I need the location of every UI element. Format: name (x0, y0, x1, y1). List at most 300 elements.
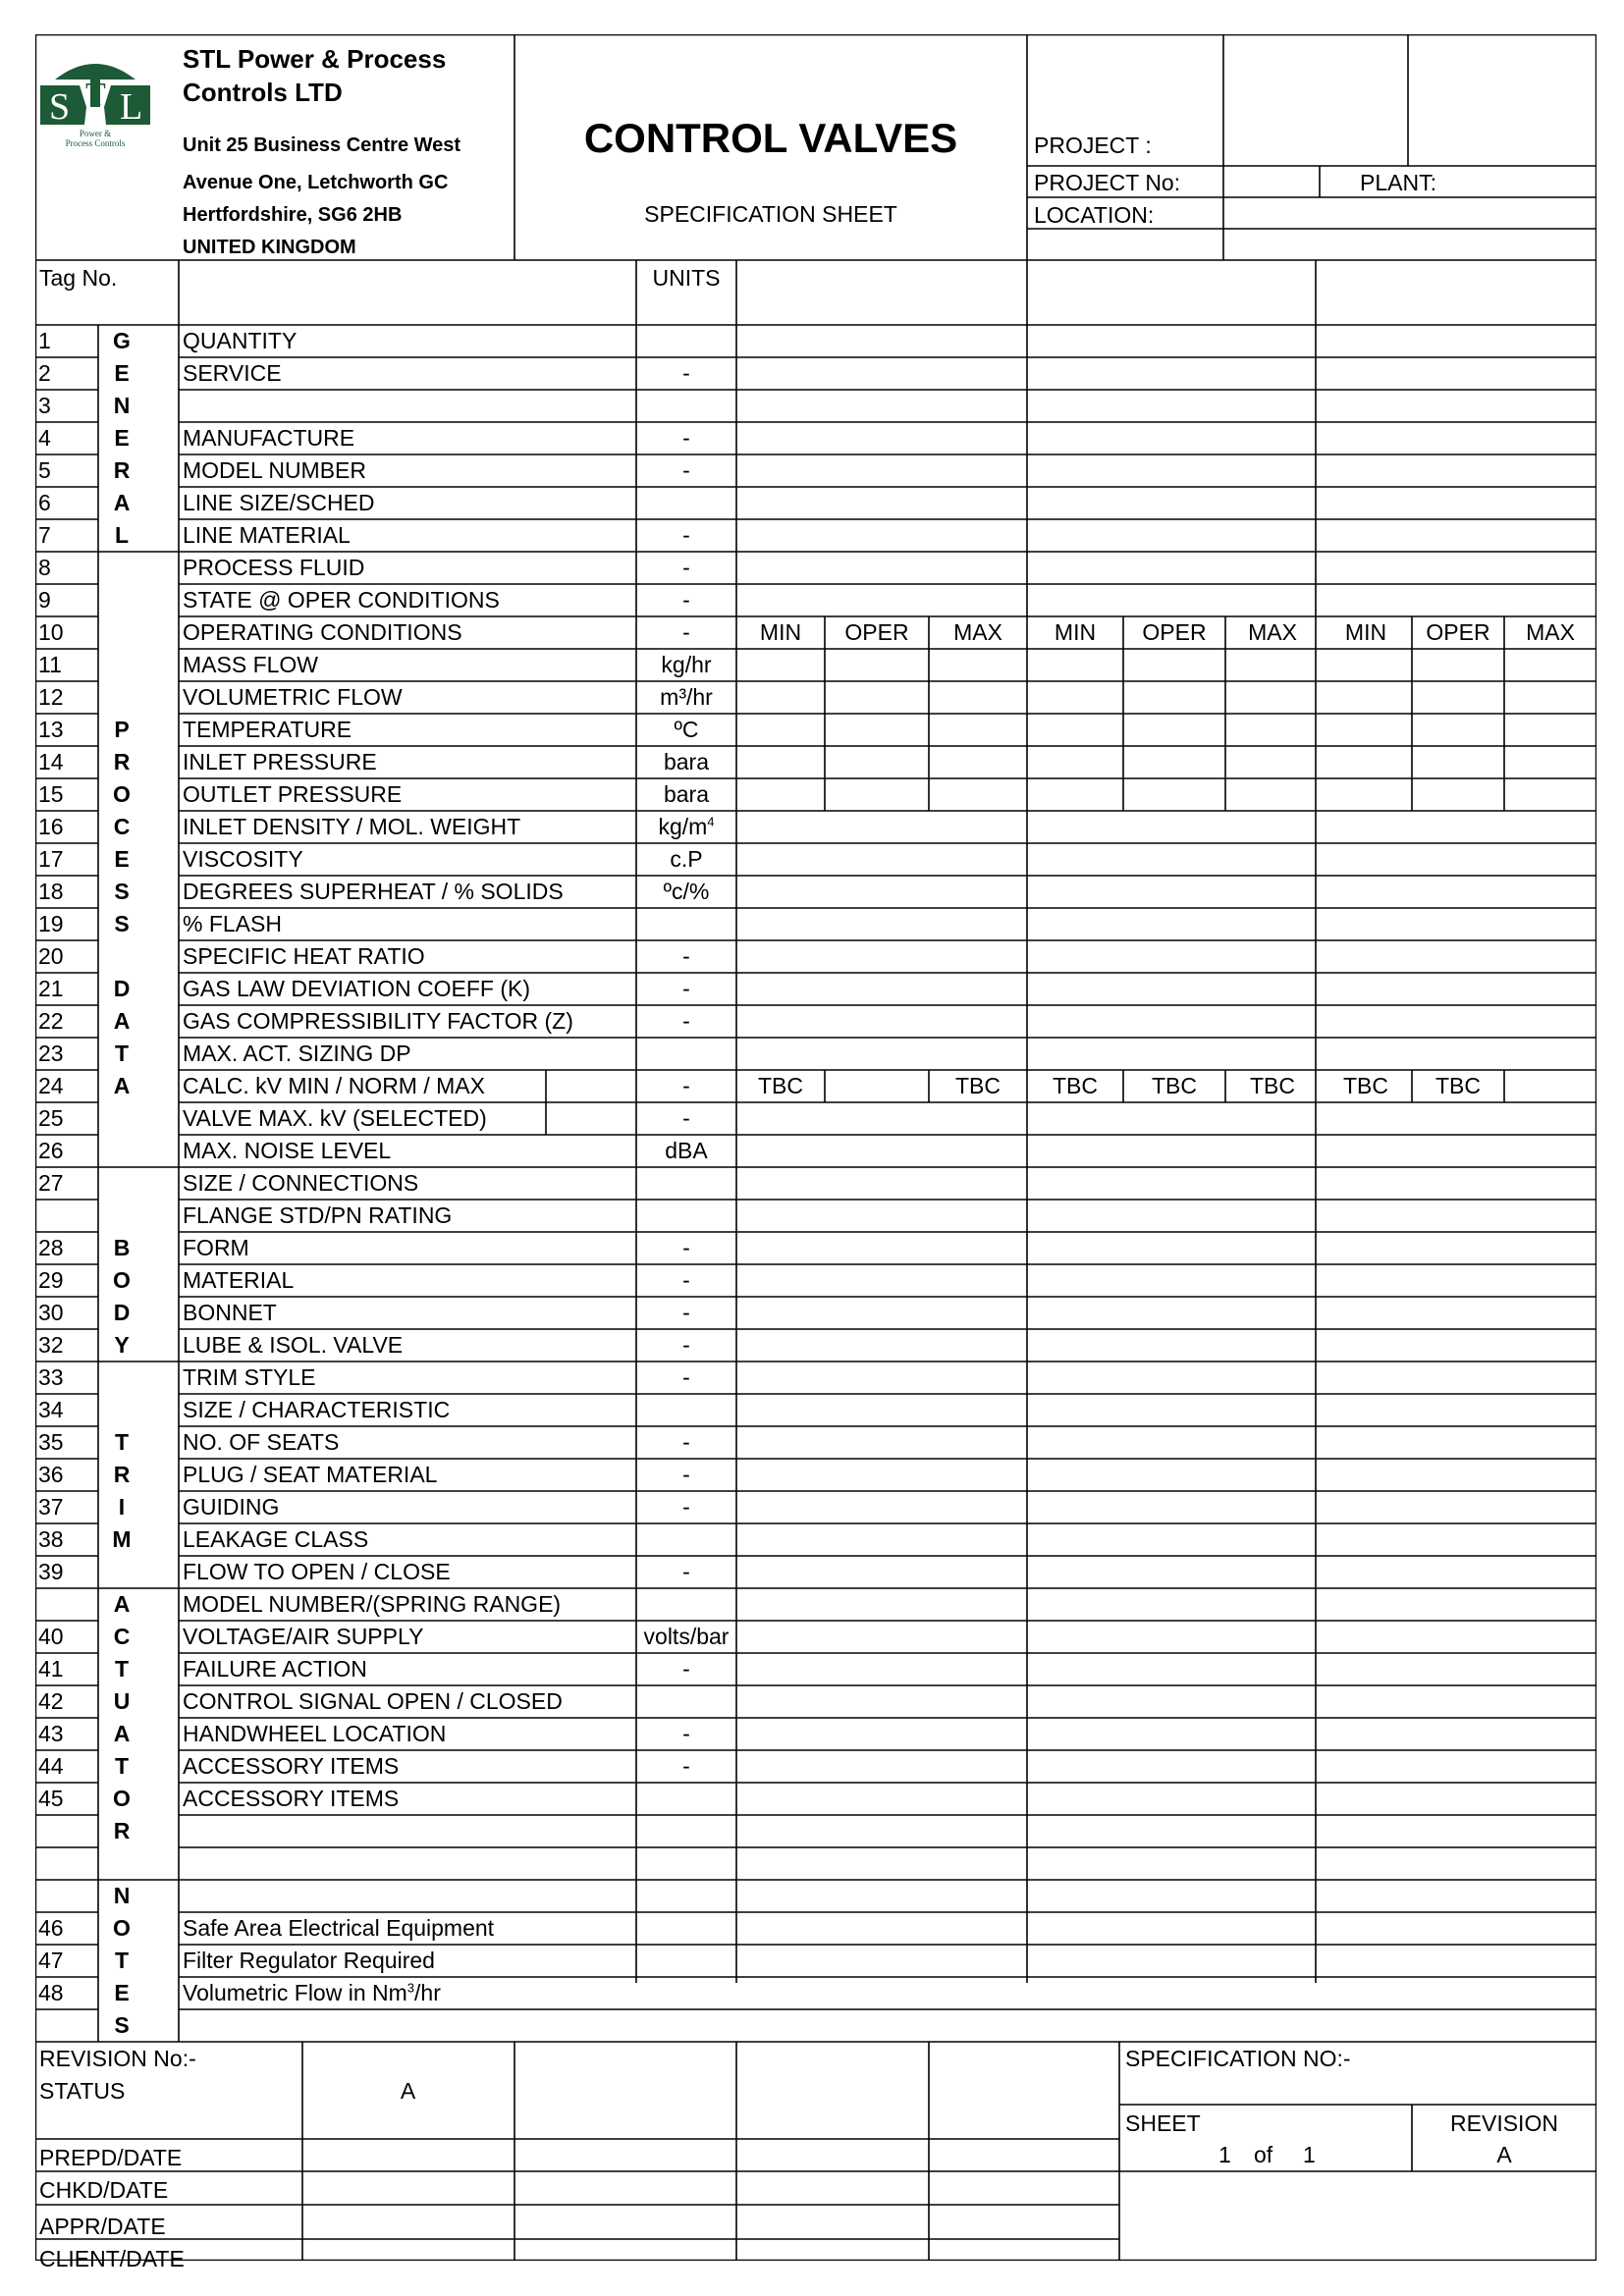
row-number: 23 (38, 1041, 64, 1066)
row-label (183, 682, 403, 712)
row-number: 18 (38, 879, 64, 904)
section-letter: M (112, 1526, 132, 1552)
row-unit-text: - (682, 360, 690, 386)
operating-conditions-header: MAX (953, 619, 1002, 645)
row-label (183, 1784, 399, 1813)
section-letter: S (114, 911, 130, 936)
section-letter: U (113, 1688, 131, 1714)
operating-conditions-header: MIN (1054, 619, 1097, 645)
row-label-text: LUBE & ISOL. VALVE (183, 1332, 404, 1358)
row-label (183, 1719, 446, 1748)
logo-caption-1: Power & (79, 129, 112, 138)
row-unit-superscript: 4 (707, 814, 715, 829)
row-unit (636, 715, 736, 744)
row-number: 1 (38, 328, 51, 353)
row-label-text: GAS LAW DEVIATION COEFF (K) (183, 976, 530, 1001)
row-unit-text: ºC (674, 717, 699, 742)
row-unit (636, 520, 736, 550)
row-unit-text: - (682, 619, 690, 645)
section-letter: I (118, 1494, 126, 1520)
section-letter: Y (114, 1332, 130, 1358)
status-label: STATUS (39, 2078, 126, 2104)
row-unit-text: - (682, 522, 690, 548)
section-letter: E (114, 846, 130, 872)
row-label (183, 1330, 403, 1360)
row-unit-text: ºc/% (663, 879, 710, 904)
row-number: 21 (38, 976, 64, 1001)
section-letter: R (113, 749, 131, 774)
row-number: 44 (38, 1753, 64, 1779)
calc-kv-value: TBC (1435, 1073, 1481, 1098)
row-unit-text: - (682, 943, 690, 969)
company-name-2: Controls LTD (183, 78, 343, 107)
row-unit (636, 1071, 736, 1100)
sheet-current: 1 (1218, 2142, 1231, 2167)
row-unit-text: - (682, 1364, 690, 1390)
section-letter: O (113, 1267, 131, 1293)
revision-no-label: REVISION No:- (39, 2046, 196, 2071)
row-number: 27 (38, 1170, 64, 1196)
row-label-text: SIZE / CHARACTERISTIC (183, 1397, 451, 1422)
row-label-text: DEGREES SUPERHEAT / % SOLIDS (183, 879, 564, 904)
row-unit (636, 1622, 736, 1651)
row-number: 35 (38, 1429, 64, 1455)
row-unit-text: - (682, 1332, 690, 1358)
row-label-text: MATERIAL (183, 1267, 295, 1293)
row-label-text: CONTROL SIGNAL OPEN / CLOSED (183, 1688, 563, 1714)
row-label (183, 358, 282, 388)
row-number: 26 (38, 1138, 64, 1163)
row-number: 14 (38, 749, 64, 774)
row-number: 46 (38, 1915, 64, 1941)
tag-no-label: Tag No. (39, 265, 118, 291)
row-unit (636, 1136, 736, 1165)
row-label-text: MODEL NUMBER/(SPRING RANGE) (183, 1591, 562, 1617)
row-label-text: INLET PRESSURE (183, 749, 377, 774)
row-number: 9 (38, 587, 51, 613)
row-label-text: FLOW TO OPEN / CLOSE (183, 1559, 451, 1584)
row-unit-text: - (682, 1235, 690, 1260)
row-number: 2 (38, 360, 51, 386)
client-date-label: CLIENT/DATE (39, 2246, 185, 2271)
row-label (183, 1686, 563, 1716)
section-letter: O (113, 781, 131, 807)
row-unit-text: c.P (670, 846, 703, 872)
control-valve-spec-sheet (35, 34, 1597, 2271)
row-label (183, 779, 402, 809)
row-label (183, 909, 282, 938)
row-label (183, 1751, 399, 1781)
row-label (183, 455, 366, 485)
row-number: 48 (38, 1980, 64, 2005)
row-unit (636, 455, 736, 485)
sheet-total: 1 (1303, 2142, 1316, 2167)
section-letter: D (113, 1300, 131, 1325)
logo-letter-t: T (85, 77, 106, 113)
row-number: 10 (38, 619, 64, 645)
row-label (183, 1006, 573, 1036)
status-value: A (400, 2078, 416, 2104)
row-unit (636, 617, 736, 647)
row-label-text: LINE SIZE/SCHED (183, 490, 375, 515)
section-letter: A (113, 1008, 131, 1034)
operating-conditions-header: MAX (1248, 619, 1297, 645)
row-label (183, 585, 500, 614)
row-unit (636, 1460, 736, 1489)
row-number: 16 (38, 814, 64, 839)
row-number: 3 (38, 393, 51, 418)
row-unit-text: - (682, 1429, 690, 1455)
section-letter: C (113, 1624, 131, 1649)
revision-value: A (1496, 2142, 1512, 2167)
project-label: PROJECT : (1034, 133, 1152, 158)
row-label-text: HANDWHEEL LOCATION (183, 1721, 447, 1746)
revision-label: REVISION (1450, 2110, 1558, 2136)
row-number: 37 (38, 1494, 64, 1520)
row-label-text: NO. OF SEATS (183, 1429, 340, 1455)
address-line-1: Unit 25 Business Centre West (183, 134, 461, 156)
row-unit-text: - (682, 1753, 690, 1779)
row-label-suffix: /hr (414, 1980, 441, 2005)
section-letter: T (114, 1948, 130, 1973)
row-unit (636, 877, 736, 906)
row-number: 24 (38, 1073, 64, 1098)
row-label-text: FAILURE ACTION (183, 1656, 367, 1682)
row-number: 40 (38, 1624, 64, 1649)
row-number: 39 (38, 1559, 64, 1584)
row-unit-text: - (682, 555, 690, 580)
operating-conditions-header: MIN (759, 619, 802, 645)
row-number: 6 (38, 490, 51, 515)
row-unit (636, 1265, 736, 1295)
row-number: 41 (38, 1656, 64, 1682)
row-unit-text: - (682, 1559, 690, 1584)
row-unit-text: bara (663, 749, 710, 774)
row-label (183, 1978, 441, 2007)
section-letter: E (114, 1980, 130, 2005)
row-label-text: Filter Regulator Required (183, 1948, 435, 1973)
row-unit-text: m³/hr (660, 684, 713, 710)
row-label-text: TRIM STYLE (183, 1364, 316, 1390)
row-label-text: VOLUMETRIC FLOW (183, 684, 403, 710)
row-label (183, 844, 303, 874)
row-unit (636, 1233, 736, 1262)
row-label-text: PLUG / SEAT MATERIAL (183, 1462, 438, 1487)
row-number: 34 (38, 1397, 64, 1422)
row-label (183, 974, 530, 1003)
section-letter: T (114, 1041, 130, 1066)
row-number: 11 (38, 652, 62, 677)
row-unit (636, 1362, 736, 1392)
row-number: 13 (38, 717, 64, 742)
row-number: 8 (38, 555, 51, 580)
row-unit-text: kg/hr (661, 652, 712, 677)
row-label-text: FORM (183, 1235, 249, 1260)
chkd-date-label: CHKD/DATE (39, 2177, 169, 2203)
row-label-text: GAS COMPRESSIBILITY FACTOR (Z) (183, 1008, 573, 1034)
section-letter: A (113, 1721, 131, 1746)
row-unit-text: - (682, 1105, 690, 1131)
row-label-text: Volumetric Flow in Nm (183, 1980, 407, 2005)
row-unit (636, 650, 736, 679)
section-letter: E (114, 360, 130, 386)
row-label-text: OUTLET PRESSURE (183, 781, 403, 807)
section-letter: T (114, 1753, 130, 1779)
row-number: 5 (38, 457, 51, 483)
row-unit-text: dBA (665, 1138, 708, 1163)
row-unit-text: - (682, 1267, 690, 1293)
row-number: 45 (38, 1786, 64, 1811)
row-unit-text: - (682, 1462, 690, 1487)
calc-kv-value: TBC (955, 1073, 1001, 1098)
row-number: 4 (38, 425, 51, 451)
row-number: 22 (38, 1008, 64, 1034)
row-number: 43 (38, 1721, 64, 1746)
section-letter: O (113, 1915, 131, 1941)
row-label-text: LINE MATERIAL (183, 522, 351, 548)
row-label (183, 1589, 561, 1619)
row-label-text: LEAKAGE CLASS (183, 1526, 369, 1552)
row-label-text: PROCESS FLUID (183, 555, 365, 580)
sheet-label: SHEET (1125, 2110, 1201, 2136)
prepd-date-label: PREPD/DATE (39, 2145, 183, 2170)
row-label-text: VISCOSITY (183, 846, 303, 872)
row-number: 38 (38, 1526, 64, 1552)
address-line-4: UNITED KINGDOM (183, 237, 356, 258)
row-label (183, 1395, 450, 1424)
row-label-text: QUANTITY (183, 328, 298, 353)
row-label (183, 423, 354, 453)
row-unit (636, 682, 736, 712)
project-no-label: PROJECT No: (1034, 170, 1181, 195)
row-label-text: VALVE MAX. kV (SELECTED) (183, 1105, 487, 1131)
row-label (183, 1427, 339, 1457)
row-label (183, 747, 377, 776)
operating-conditions-header: OPER (1142, 619, 1207, 645)
row-number: 12 (38, 684, 64, 710)
row-number: 30 (38, 1300, 64, 1325)
section-letter: P (114, 717, 130, 742)
stl-logo (37, 52, 153, 148)
row-label (183, 812, 520, 841)
row-label-text: Safe Area Electrical Equipment (183, 1915, 495, 1941)
row-unit-text: - (682, 1494, 690, 1520)
row-label (183, 1913, 494, 1943)
row-unit-text: - (682, 457, 690, 483)
row-unit (636, 941, 736, 971)
row-unit (636, 1427, 736, 1457)
section-letter: S (114, 2012, 130, 2038)
row-label (183, 1622, 423, 1651)
row-number: 17 (38, 846, 64, 872)
row-unit-text: - (682, 425, 690, 451)
row-label (183, 650, 318, 679)
row-label (183, 326, 297, 355)
row-label-text: GUIDING (183, 1494, 280, 1520)
section-letter: G (113, 328, 131, 353)
section-letter: A (113, 1591, 131, 1617)
operating-conditions-header: OPER (1426, 619, 1490, 645)
section-letter: N (113, 393, 131, 418)
row-label-text: % FLASH (183, 911, 282, 936)
row-number: 42 (38, 1688, 64, 1714)
row-label (183, 1039, 411, 1068)
row-label (183, 1071, 485, 1100)
row-label (183, 715, 352, 744)
row-number: 28 (38, 1235, 64, 1260)
page-subtitle: SPECIFICATION SHEET (644, 201, 897, 227)
row-label-text: MODEL NUMBER (183, 457, 366, 483)
row-label-text: CALC. kV MIN / NORM / MAX (183, 1073, 485, 1098)
row-label (183, 1233, 249, 1262)
section-letter: D (113, 976, 131, 1001)
row-number: 33 (38, 1364, 64, 1390)
row-label-text: BONNET (183, 1300, 277, 1325)
row-unit-text: - (682, 1073, 690, 1098)
row-label (183, 488, 375, 517)
page-title: CONTROL VALVES (583, 115, 958, 161)
row-label-text: TEMPERATURE (183, 717, 352, 742)
company-name-1: STL Power & Process (183, 44, 447, 74)
row-unit (636, 358, 736, 388)
section-letter: O (113, 1786, 131, 1811)
row-label-text: MAX. NOISE LEVEL (183, 1138, 392, 1163)
section-letter: A (113, 1073, 131, 1098)
calc-kv-value: TBC (758, 1073, 803, 1098)
row-label (183, 1168, 418, 1198)
address-line-2: Avenue One, Letchworth GC (183, 172, 449, 193)
row-label (183, 1298, 277, 1327)
calc-kv-value: TBC (1053, 1073, 1098, 1098)
row-label-text: VOLTAGE/AIR SUPPLY (183, 1624, 424, 1649)
row-label-text: OPERATING CONDITIONS (183, 619, 462, 645)
row-number: 20 (38, 943, 64, 969)
row-unit (636, 423, 736, 453)
row-unit (636, 747, 736, 776)
section-letter: N (113, 1883, 131, 1908)
row-unit (636, 974, 736, 1003)
row-label-text: FLANGE STD/PN RATING (183, 1202, 453, 1228)
calc-kv-value: TBC (1250, 1073, 1295, 1098)
row-label (183, 1654, 367, 1683)
operating-conditions-header: OPER (844, 619, 909, 645)
row-label (183, 1460, 437, 1489)
row-number: 32 (38, 1332, 64, 1358)
row-unit (636, 585, 736, 614)
units-header: UNITS (652, 265, 721, 291)
row-label (183, 1492, 279, 1522)
row-unit (636, 1751, 736, 1781)
row-unit-text: - (682, 1300, 690, 1325)
row-label-text: MAX. ACT. SIZING DP (183, 1041, 411, 1066)
row-unit (636, 1298, 736, 1327)
section-letter: R (113, 1818, 131, 1843)
row-label (183, 1362, 315, 1392)
row-label-text: ACCESSORY ITEMS (183, 1786, 400, 1811)
row-unit (636, 1330, 736, 1360)
row-number: 7 (38, 522, 51, 548)
row-number: 47 (38, 1948, 64, 1973)
row-label-superscript: 3 (406, 1980, 415, 1996)
address-line-3: Hertfordshire, SG6 2HB (183, 204, 403, 226)
row-label (183, 1265, 294, 1295)
row-unit-text: bara (663, 781, 710, 807)
row-unit (636, 553, 736, 582)
section-letter: R (113, 457, 131, 483)
row-label (183, 1136, 391, 1165)
row-unit-text: - (682, 1656, 690, 1682)
row-unit-text: - (682, 587, 690, 613)
operating-conditions-header: MAX (1526, 619, 1575, 645)
row-unit (636, 1654, 736, 1683)
row-label (183, 617, 462, 647)
calc-kv-value: TBC (1152, 1073, 1197, 1098)
section-letter: T (114, 1429, 130, 1455)
row-label (183, 520, 351, 550)
logo-letter-l: L (120, 86, 143, 128)
row-label (183, 1201, 452, 1230)
section-letter: E (114, 425, 130, 451)
section-letter: C (113, 814, 131, 839)
row-unit-text: - (682, 976, 690, 1001)
row-unit (636, 1557, 736, 1586)
row-label (183, 877, 564, 906)
row-label (183, 941, 425, 971)
section-letter: A (113, 490, 131, 515)
section-letter: R (113, 1462, 131, 1487)
row-unit-text: kg/m (658, 814, 708, 839)
row-number: 19 (38, 911, 64, 936)
row-unit (636, 1719, 736, 1748)
section-letter: L (114, 522, 130, 548)
appr-date-label: APPR/DATE (39, 2214, 166, 2239)
sheet-of: of (1254, 2142, 1273, 2167)
row-label (183, 1103, 487, 1133)
calc-kv-value: TBC (1343, 1073, 1388, 1098)
row-label (183, 1524, 368, 1554)
operating-conditions-header: MIN (1344, 619, 1387, 645)
row-unit (636, 779, 736, 809)
section-letter: B (113, 1235, 131, 1260)
row-label-text: SIZE / CONNECTIONS (183, 1170, 419, 1196)
specification-no-label: SPECIFICATION NO:- (1125, 2046, 1351, 2071)
row-unit (636, 844, 736, 874)
row-unit (636, 1492, 736, 1522)
row-label (183, 553, 364, 582)
row-label (183, 1557, 451, 1586)
section-letter: S (114, 879, 130, 904)
row-unit (636, 812, 736, 841)
row-number: 36 (38, 1462, 64, 1487)
row-label-text: SERVICE (183, 360, 282, 386)
plant-label: PLANT: (1360, 170, 1436, 195)
row-unit (636, 1006, 736, 1036)
row-number: 15 (38, 781, 64, 807)
row-label-text: INLET DENSITY / MOL. WEIGHT (183, 814, 521, 839)
row-number: 29 (38, 1267, 64, 1293)
row-label-text: STATE @ OPER CONDITIONS (183, 587, 500, 613)
row-unit-text: volts/bar (643, 1624, 730, 1649)
row-label-text: MANUFACTURE (183, 425, 355, 451)
row-label-text: ACCESSORY ITEMS (183, 1753, 400, 1779)
row-unit (636, 1103, 736, 1133)
row-number: 25 (38, 1105, 64, 1131)
section-letter: T (114, 1656, 130, 1682)
logo-caption-2: Process Controls (65, 138, 126, 148)
row-unit-text: - (682, 1008, 690, 1034)
row-label (183, 1946, 435, 1975)
row-unit-text: - (682, 1721, 690, 1746)
